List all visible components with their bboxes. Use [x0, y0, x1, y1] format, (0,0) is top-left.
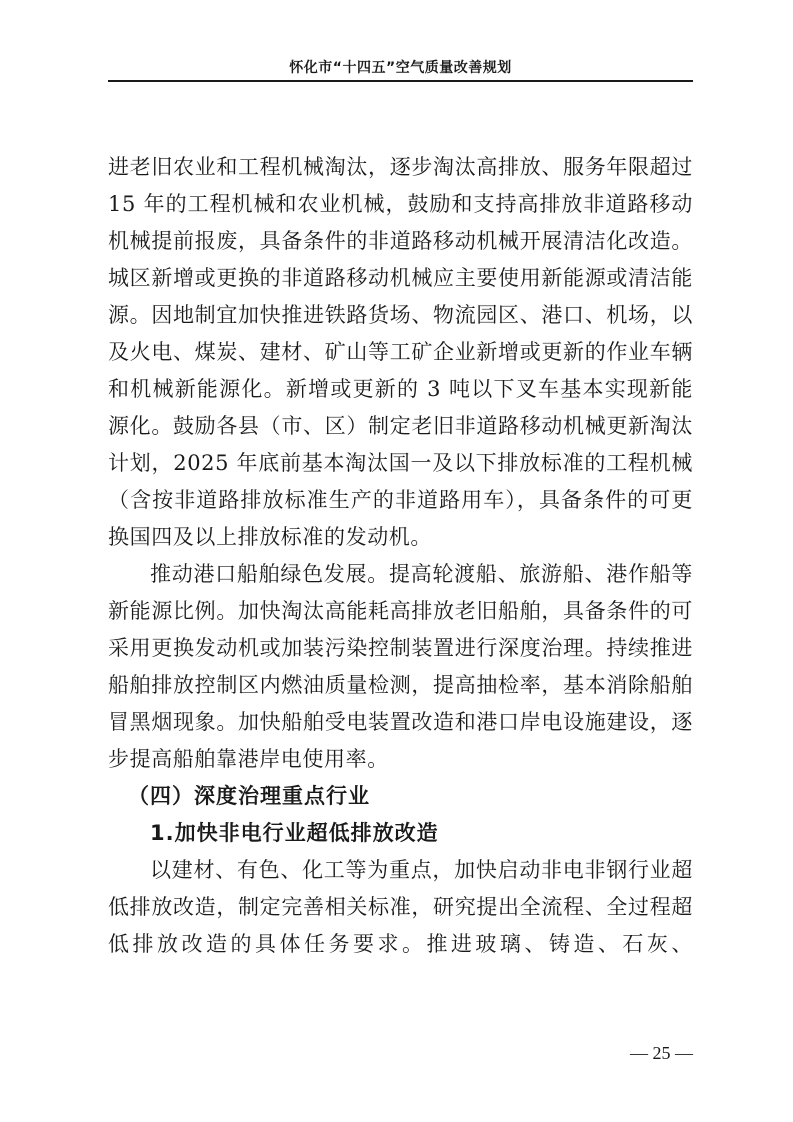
page-number: — 25 — [630, 1043, 693, 1063]
paragraph-machinery: 进老旧农业和工程机械淘汰，逐步淘汰高排放、服务年限超过 15 年的工程机械和农业机械，鼓励和支持高排放非道路移动机械提前报废，具备条件的非道路移动机械开展清洁化改造。城区新增或更换的非道路移动机械应主要使用新能源或清洁能源。因地制宜加快推进铁路货场、物流园区、港口、机场，以及火电、煤炭、建材、矿山等工矿企业新增或更新的作业车辆和机械新能源化。新增或更新的 3 吨以下叉车基本实现新能源化。鼓励各县（市、区）制定老旧非道路移动机械更新淘汰计划，2025 年底前基本淘汰国一及以下排放标准的工程机械（含按非道路排放标准生产的非道路用车），具备条件的可更换国四及以上排放标准的发动机。 [108, 155, 693, 549]
running-header: 怀化市“十四五”空气质量改善规划 [289, 60, 512, 76]
subsection-heading: 1.加快非电行业超低排放改造 [150, 821, 439, 845]
paragraph-ultra-low-emission: 以建材、有色、化工等为重点，加快启动非电非钢行业超低排放改造，制定完善相关标准，研究提出全流程、全过程超低排放改造的具体任务要求。推进玻璃、铸造、石灰、 [108, 858, 693, 956]
section-heading: （四）深度治理重点行业 [128, 784, 370, 808]
document-body [108, 149, 693, 963]
paragraph-ships: 推动港口船舶绿色发展。提高轮渡船、旅游船、港作船等新能源比例。加快淘汰高能耗高排放老旧船舶，具备条件的可采用更换发动机或加装污染控制装置进行深度治理。持续推进船舶排放控制区内燃油质量检测，提高抽检率，基本消除船舶冒黑烟现象。加快船舶受电装置改造和港口岸电设施建设，逐步提高船舶靠港岸电使用率。 [108, 562, 693, 771]
header-divider [108, 80, 693, 82]
